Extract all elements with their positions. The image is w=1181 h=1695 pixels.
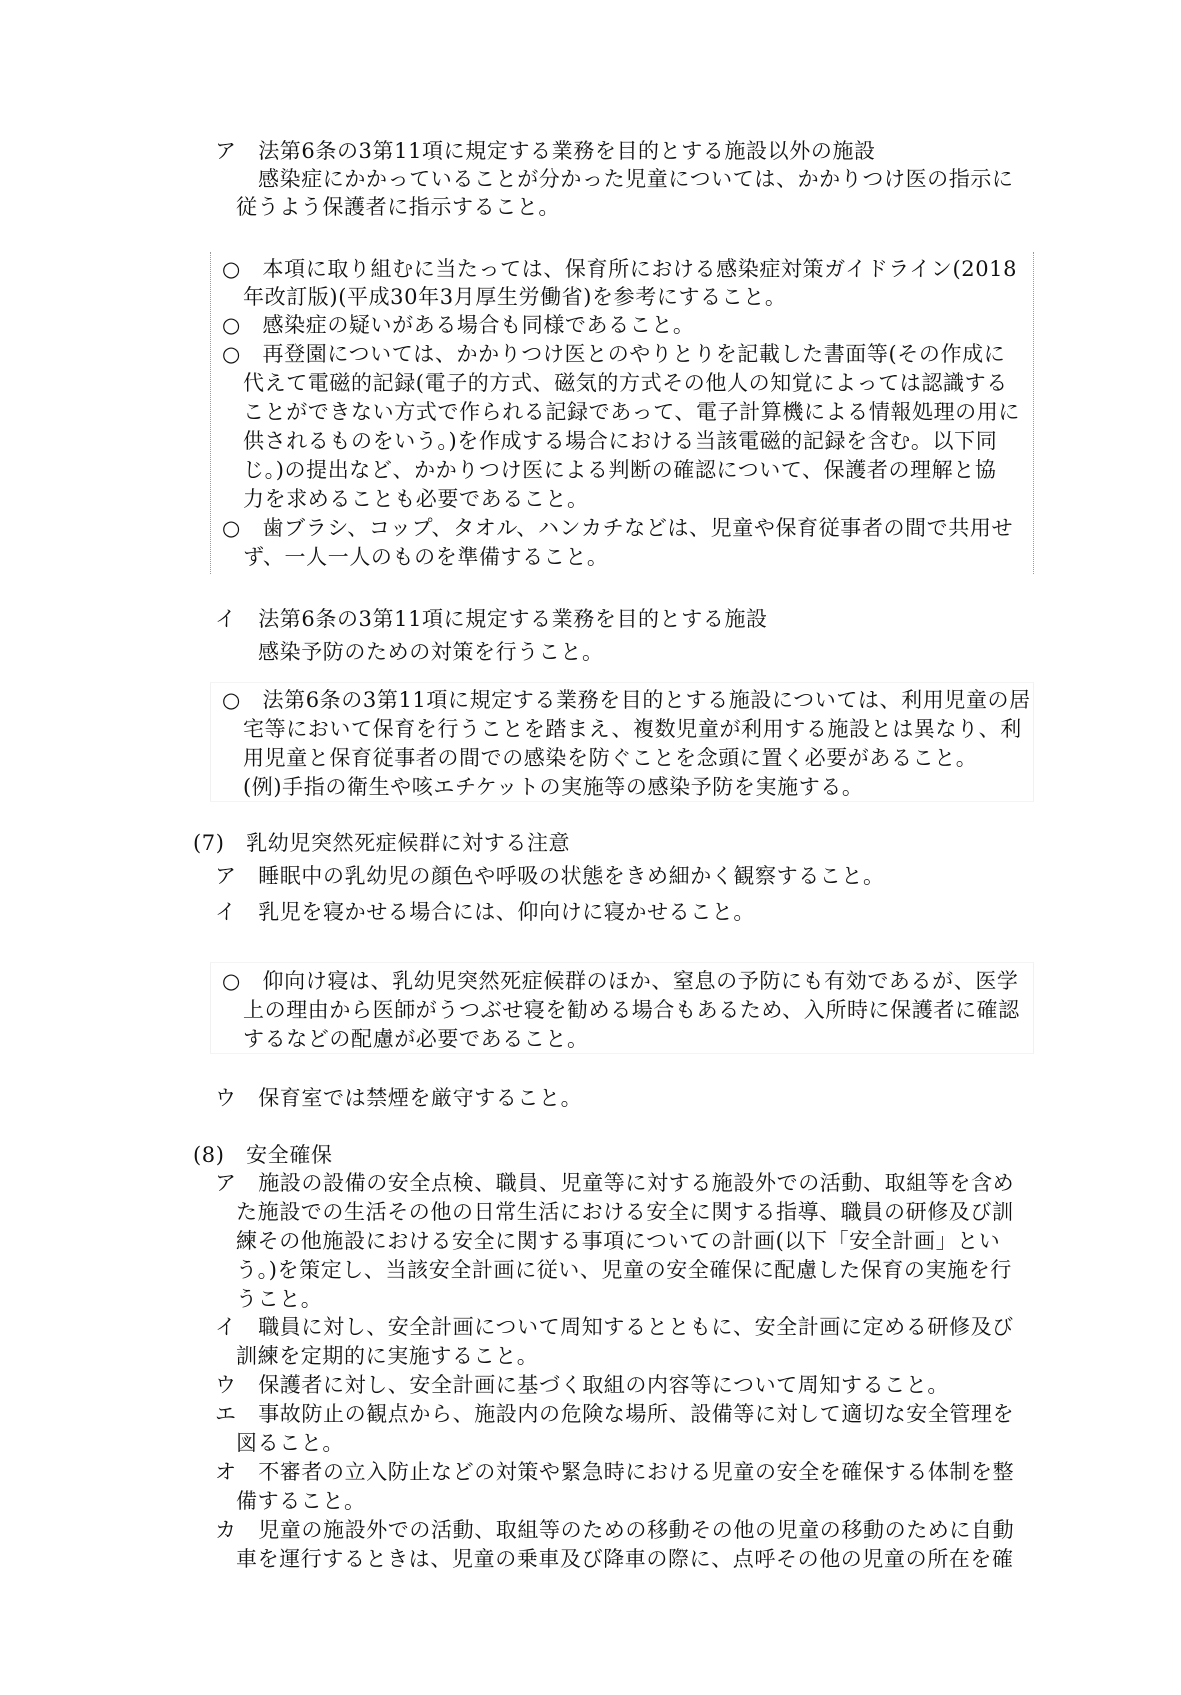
item-a-heading: ア 法第6条の3第11項に規定する業務を目的とする施設以外の施設 [215, 139, 876, 163]
note-line: 上の理由から医師がうつぶせ寝を勧める場合もあるため、入所時に保護者に確認 [243, 998, 1020, 1022]
section-8-line: た施設での生活その他の日常生活における安全に関する指導、職員の研修及び訓 [236, 1200, 1014, 1224]
note-line: ○ 再登園については、かかりつけ医とのやりとりを記載した書面等(その作成に [222, 342, 1006, 366]
note-line: ○ 法第6条の3第11項に規定する業務を目的とする施設については、利用児童の居 [222, 688, 1031, 712]
item-a-body-line: 感染症にかかっていることが分かった児童については、かかりつけ医の指示に [258, 167, 1014, 191]
note-line: 宅等において保育を行うことを踏まえ、複数児童が利用する施設とは異なり、利 [243, 717, 1022, 741]
note-line: するなどの配慮が必要であること。 [243, 1027, 589, 1051]
note-line: 代えて電磁的記録(電子的方式、磁気的方式その他人の知覚によっては認識する [243, 371, 1008, 395]
note-line: ○ 感染症の疑いがある場合も同様であること。 [222, 313, 695, 337]
section-8-line: カ 児童の施設外での活動、取組等のための移動その他の児童の移動のために自動 [215, 1518, 1015, 1542]
section-8-line: 練その他施設における安全に関する事項についての計画(以下「安全計画」とい [236, 1229, 1001, 1253]
note-line: ○ 仰向け寝は、乳幼児突然死症候群のほか、窒息の予防にも有効であるが、医学 [222, 969, 1019, 993]
note-line: ず、一人一人のものを準備すること。 [243, 545, 609, 569]
section-8-heading: (8) 安全確保 [193, 1143, 333, 1167]
section-8-line: ア 施設の設備の安全点検、職員、児童等に対する施設外での活動、取組等を含め [215, 1171, 1015, 1195]
section-8-line: 備すること。 [236, 1489, 366, 1513]
section-8-line: オ 不審者の立入防止などの対策や緊急時における児童の安全を確保する体制を整 [215, 1460, 1015, 1484]
section-8-line: ウ 保護者に対し、安全計画に基づく取組の内容等について周知すること。 [215, 1373, 949, 1397]
note-line: ○ 本項に取り組むに当たっては、保育所における感染症対策ガイドライン(2018 [222, 257, 1018, 281]
section-8-line: 訓練を定期的に実施すること。 [236, 1344, 539, 1368]
section-8-line: うこと。 [236, 1287, 323, 1311]
item-i-heading: イ 法第6条の3第11項に規定する業務を目的とする施設 [215, 607, 768, 631]
section-8-line: う。)を策定し、当該安全計画に従い、児童の安全確保に配慮した保育の実施を行 [236, 1258, 1012, 1282]
note-line: 供されるものをいう。)を作成する場合における当該電磁的記録を含む。以下同 [243, 429, 998, 453]
item-a-body-line: 従うよう保護者に指示すること。 [236, 195, 560, 219]
note-line: ○ 歯ブラシ、コップ、タオル、ハンカチなどは、児童や保育従事者の間で共用せ [222, 516, 1014, 540]
section-8-line: 車を運行するときは、児童の乗車及び降車の際に、点呼その他の児童の所在を確 [236, 1547, 1014, 1571]
section-7-item-i: イ 乳児を寝かせる場合には、仰向けに寝かせること。 [215, 900, 755, 924]
section-8-line: エ 事故防止の観点から、施設内の危険な場所、設備等に対して適切な安全管理を [215, 1402, 1015, 1426]
section-8-line: 図ること。 [236, 1431, 344, 1455]
section-7-item-u: ウ 保育室では禁煙を厳守すること。 [215, 1086, 583, 1110]
note-line: ことができない方式で作られる記録であって、電子計算機による情報処理の用に [243, 400, 1020, 424]
note-line: 用児童と保育従事者の間での感染を防ぐことを念頭に置く必要があること。 [243, 746, 978, 770]
section-7-heading: (7) 乳幼児突然死症候群に対する注意 [193, 831, 571, 855]
section-8-line: イ 職員に対し、安全計画について周知するとともに、安全計画に定める研修及び [215, 1315, 1014, 1339]
note-line: 力を求めることも必要であること。 [243, 487, 589, 511]
note-line: 年改訂版)(平成30年3月厚生労働省)を参考にすること。 [243, 285, 787, 309]
note-line: じ。)の提出など、かかりつけ医による判断の確認について、保護者の理解と協 [243, 458, 997, 482]
note-line: (例)手指の衛生や咳エチケットの実施等の感染予防を実施する。 [243, 775, 864, 799]
section-7-item-a: ア 睡眠中の乳幼児の顔色や呼吸の状態をきめ細かく観察すること。 [215, 864, 885, 888]
item-i-body: 感染予防のための対策を行うこと。 [258, 640, 604, 664]
